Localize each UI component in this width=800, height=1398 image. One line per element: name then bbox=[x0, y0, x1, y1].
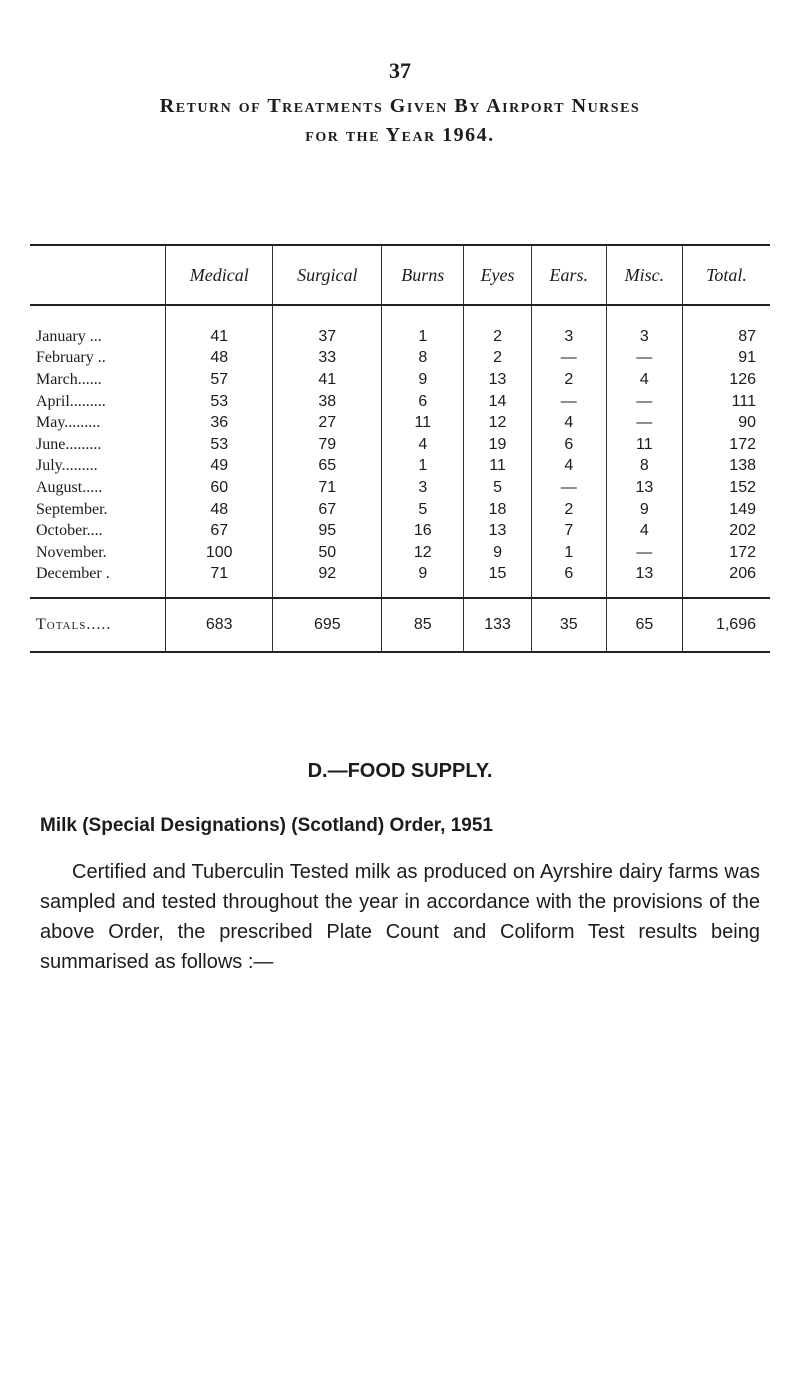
table-row bbox=[30, 456, 770, 478]
value-cell: 60 bbox=[166, 477, 273, 499]
totals-cell: 683 bbox=[166, 598, 273, 652]
value-cell: 13 bbox=[606, 564, 682, 599]
value-cell: 5 bbox=[382, 499, 464, 521]
value-cell: 100 bbox=[166, 542, 273, 564]
value-cell: — bbox=[531, 391, 606, 413]
value-cell: 4 bbox=[531, 412, 606, 434]
value-cell: 13 bbox=[464, 520, 532, 542]
table-row bbox=[30, 499, 770, 521]
title-line-2: for the Year 1964. bbox=[305, 124, 495, 146]
value-cell: 4 bbox=[606, 520, 682, 542]
value-cell: — bbox=[606, 412, 682, 434]
value-cell: 71 bbox=[273, 477, 382, 499]
month-cell: April......... bbox=[36, 392, 106, 410]
month-cell: March...... bbox=[36, 370, 102, 388]
value-cell: — bbox=[606, 391, 682, 413]
table-row bbox=[30, 369, 770, 391]
value-cell: 8 bbox=[606, 456, 682, 478]
totals-cell: 35 bbox=[531, 598, 606, 652]
value-cell: 11 bbox=[464, 456, 532, 478]
value-cell: 14 bbox=[464, 391, 532, 413]
value-cell: 9 bbox=[464, 542, 532, 564]
column-header: Ears. bbox=[531, 245, 606, 305]
totals-cell: 133 bbox=[464, 598, 532, 652]
value-cell: 2 bbox=[531, 499, 606, 521]
value-cell: 2 bbox=[464, 305, 532, 348]
value-cell: 4 bbox=[382, 434, 464, 456]
table-row bbox=[30, 412, 770, 434]
totals-row bbox=[30, 598, 770, 652]
value-cell: 126 bbox=[683, 369, 770, 391]
value-cell: 53 bbox=[166, 434, 273, 456]
table-row bbox=[30, 305, 770, 348]
value-cell: — bbox=[531, 477, 606, 499]
totals-cell: 65 bbox=[606, 598, 682, 652]
table-header-row bbox=[30, 245, 770, 305]
value-cell: 3 bbox=[531, 305, 606, 348]
value-cell: 53 bbox=[166, 391, 273, 413]
month-cell: May......... bbox=[36, 414, 101, 432]
value-cell: 16 bbox=[382, 520, 464, 542]
value-cell: 9 bbox=[382, 564, 464, 599]
value-cell: 138 bbox=[683, 456, 770, 478]
value-cell: 206 bbox=[683, 564, 770, 599]
value-cell: 95 bbox=[273, 520, 382, 542]
column-header: Misc. bbox=[606, 245, 682, 305]
value-cell: 37 bbox=[273, 305, 382, 348]
page-title bbox=[0, 92, 800, 150]
value-cell: 11 bbox=[382, 412, 464, 434]
value-cell: 1 bbox=[382, 305, 464, 348]
value-cell: 33 bbox=[273, 348, 382, 370]
table-row bbox=[30, 564, 770, 599]
value-cell: 9 bbox=[606, 499, 682, 521]
month-cell: January ... bbox=[36, 327, 102, 345]
value-cell: 6 bbox=[531, 434, 606, 456]
value-cell: 3 bbox=[606, 305, 682, 348]
title-line-1: Return of Treatments Given By Airport Nurses bbox=[159, 95, 641, 117]
value-cell: 41 bbox=[166, 305, 273, 348]
value-cell: 12 bbox=[382, 542, 464, 564]
totals-cell: 1,696 bbox=[683, 598, 770, 652]
value-cell: 3 bbox=[382, 477, 464, 499]
value-cell: 91 bbox=[683, 348, 770, 370]
month-cell: October.... bbox=[36, 522, 103, 540]
value-cell: 15 bbox=[464, 564, 532, 599]
value-cell: 2 bbox=[531, 369, 606, 391]
value-cell: 149 bbox=[683, 499, 770, 521]
value-cell: 202 bbox=[683, 520, 770, 542]
value-cell: 50 bbox=[273, 542, 382, 564]
totals-label: Totals..... bbox=[30, 598, 166, 652]
value-cell: 48 bbox=[166, 348, 273, 370]
column-header: Surgical bbox=[273, 245, 382, 305]
value-cell: 41 bbox=[273, 369, 382, 391]
table-row bbox=[30, 391, 770, 413]
value-cell: 13 bbox=[606, 477, 682, 499]
value-cell: 2 bbox=[464, 348, 532, 370]
value-cell: 12 bbox=[464, 412, 532, 434]
value-cell: — bbox=[606, 542, 682, 564]
table-row bbox=[30, 348, 770, 370]
value-cell: 57 bbox=[166, 369, 273, 391]
value-cell: 67 bbox=[166, 520, 273, 542]
value-cell: 65 bbox=[273, 456, 382, 478]
value-cell: — bbox=[606, 348, 682, 370]
column-header-month bbox=[30, 245, 166, 305]
table-row bbox=[30, 542, 770, 564]
value-cell: 27 bbox=[273, 412, 382, 434]
table-row bbox=[30, 477, 770, 499]
page-number: 37 bbox=[389, 58, 411, 83]
value-cell: 1 bbox=[382, 456, 464, 478]
body-paragraph: Certified and Tuberculin Tested milk as produced on Ayrshire dairy farms was sampled and tested throughout the year in accordance with the provisions of the above Order, the prescribed Plate Count and Coliform Test results being summarised as follows :— bbox=[40, 861, 760, 973]
month-cell: July......... bbox=[36, 457, 98, 475]
value-cell: 18 bbox=[464, 499, 532, 521]
value-cell: 67 bbox=[273, 499, 382, 521]
value-cell: 7 bbox=[531, 520, 606, 542]
table-row bbox=[30, 434, 770, 456]
value-cell: 111 bbox=[683, 391, 770, 413]
value-cell: 92 bbox=[273, 564, 382, 599]
totals-cell: 695 bbox=[273, 598, 382, 652]
value-cell: 1 bbox=[531, 542, 606, 564]
month-cell: December . bbox=[36, 565, 110, 583]
month-cell: September. bbox=[36, 500, 108, 518]
value-cell: 48 bbox=[166, 499, 273, 521]
value-cell: 6 bbox=[382, 391, 464, 413]
month-cell: February .. bbox=[36, 349, 106, 367]
table-body bbox=[30, 305, 770, 598]
treatments-table bbox=[30, 244, 770, 653]
value-cell: 172 bbox=[683, 542, 770, 564]
value-cell: 38 bbox=[273, 391, 382, 413]
value-cell: 36 bbox=[166, 412, 273, 434]
section-heading: D.—FOOD SUPPLY. bbox=[307, 760, 493, 782]
order-heading: Milk (Special Designations) (Scotland) Order, 1951 bbox=[40, 815, 493, 836]
month-cell: November. bbox=[36, 543, 107, 561]
value-cell: 49 bbox=[166, 456, 273, 478]
column-header: Eyes bbox=[464, 245, 532, 305]
value-cell: — bbox=[531, 348, 606, 370]
value-cell: 6 bbox=[531, 564, 606, 599]
value-cell: 5 bbox=[464, 477, 532, 499]
value-cell: 13 bbox=[464, 369, 532, 391]
value-cell: 8 bbox=[382, 348, 464, 370]
month-cell: June......... bbox=[36, 435, 102, 453]
table-row bbox=[30, 520, 770, 542]
value-cell: 9 bbox=[382, 369, 464, 391]
totals-cell: 85 bbox=[382, 598, 464, 652]
value-cell: 4 bbox=[531, 456, 606, 478]
value-cell: 90 bbox=[683, 412, 770, 434]
column-header: Total. bbox=[683, 245, 770, 305]
column-header: Burns bbox=[382, 245, 464, 305]
month-cell: August..... bbox=[36, 478, 103, 496]
value-cell: 87 bbox=[683, 305, 770, 348]
value-cell: 152 bbox=[683, 477, 770, 499]
value-cell: 71 bbox=[166, 564, 273, 599]
value-cell: 79 bbox=[273, 434, 382, 456]
value-cell: 172 bbox=[683, 434, 770, 456]
value-cell: 4 bbox=[606, 369, 682, 391]
value-cell: 11 bbox=[606, 434, 682, 456]
value-cell: 19 bbox=[464, 434, 532, 456]
column-header: Medical bbox=[166, 245, 273, 305]
